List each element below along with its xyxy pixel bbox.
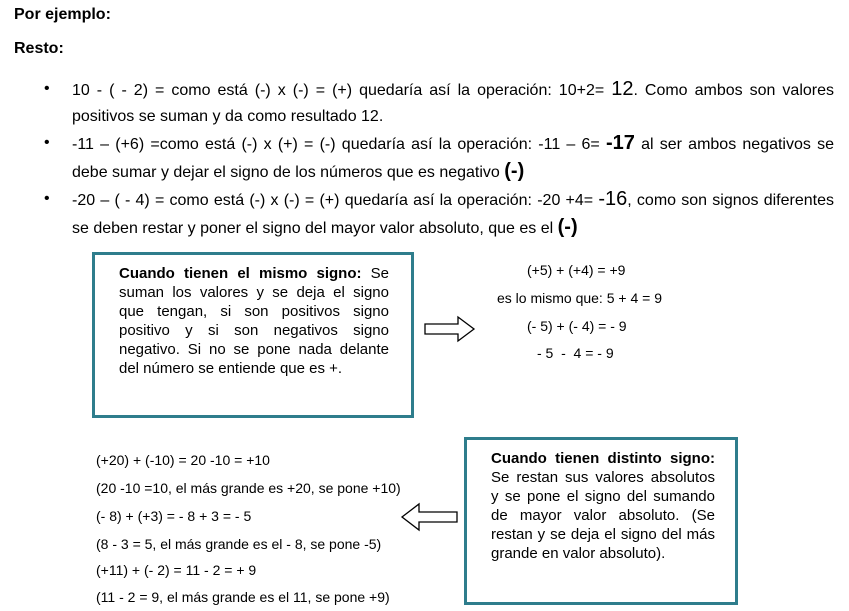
bullet-result: 12 (611, 78, 634, 100)
bullet-sign: (-) (557, 216, 578, 238)
list-item (44, 76, 834, 130)
bullet-icon: • (44, 80, 50, 97)
bullet-text: 10 - ( - 2) = como está (-) x (-) = (+) quedaría así la operación: 10+2= (72, 82, 612, 99)
list-item (44, 186, 834, 242)
arrow-right-icon (424, 316, 476, 342)
examples-list (44, 76, 834, 242)
same-sign-example: (- 5) + (- 4) = - 9 (527, 318, 627, 334)
diff-sign-example: (+11) + (- 2) = 11 - 2 = + 9 (96, 562, 257, 578)
same-sign-example: es lo mismo que: 5 + 4 = 9 (497, 290, 662, 306)
diff-sign-example: (8 - 3 = 5, el más grande es el - 8, se pone -5) (96, 536, 382, 552)
diff-sign-example: (11 - 2 = 9, el más grande es el 11, se pone +9) (96, 589, 390, 605)
diff-sign-example: (- 8) + (+3) = - 8 + 3 = - 5 (96, 508, 252, 524)
bullet-text: -20 – ( - 4) = como está (-) x (-) = (+) quedaría así la operación: -20 +4= (72, 192, 599, 209)
bullet-explanation: , como son signos diferentes se deben restar y poner el signo del mayor valor absoluto, que es el (72, 192, 834, 237)
bullet-text: -11 – (+6) =como está (-) x (+) = (-) quedaría así la operación: -11 – 6= (72, 136, 606, 153)
bullet-explanation: al ser ambos negativos se debe sumar y dejar el signo de los números que es negativo (72, 136, 834, 181)
bullet-icon: • (44, 190, 50, 207)
diff-sign-example: (20 -10 =10, el más grande es +20, se pone +10) (96, 480, 401, 496)
bullet-explanation: . Como ambos son valores positivos se suman y da como resultado 12. (72, 82, 834, 125)
arrow-left-icon (401, 503, 459, 531)
same-sign-rule-box (92, 252, 414, 418)
bullet-result: -17 (605, 132, 635, 154)
same-sign-title: Cuando tienen el mismo signo: (119, 265, 362, 282)
list-item (44, 130, 834, 186)
diff-sign-rule-box (464, 437, 738, 605)
heading-resto: Resto: (14, 40, 64, 57)
diff-sign-title: Cuando tienen distinto signo: (491, 450, 715, 467)
diff-sign-example: (+20) + (-10) = 20 -10 = +10 (96, 452, 270, 468)
heading-por-ejemplo: Por ejemplo: (14, 6, 111, 23)
diff-sign-body: Se restan sus valores absolutos y se pone el signo del sumando de mayor valor absoluto. (Se restan y se deja el signo del más grande en valor absoluto). (491, 469, 715, 562)
bullet-sign: (-) (504, 160, 525, 182)
same-sign-example: - 5 - 4 = - 9 (537, 345, 614, 361)
bullet-icon: • (44, 134, 50, 151)
same-sign-example: (+5) + (+4) = +9 (527, 262, 626, 278)
bullet-result: -16 (598, 188, 628, 210)
same-sign-body: Se suman los valores y se deja el signo que tengan, si son positivos signo positivo y si son negativos signo negativo. Si no se pone nada delante del número se entiende que es +. (119, 265, 389, 377)
